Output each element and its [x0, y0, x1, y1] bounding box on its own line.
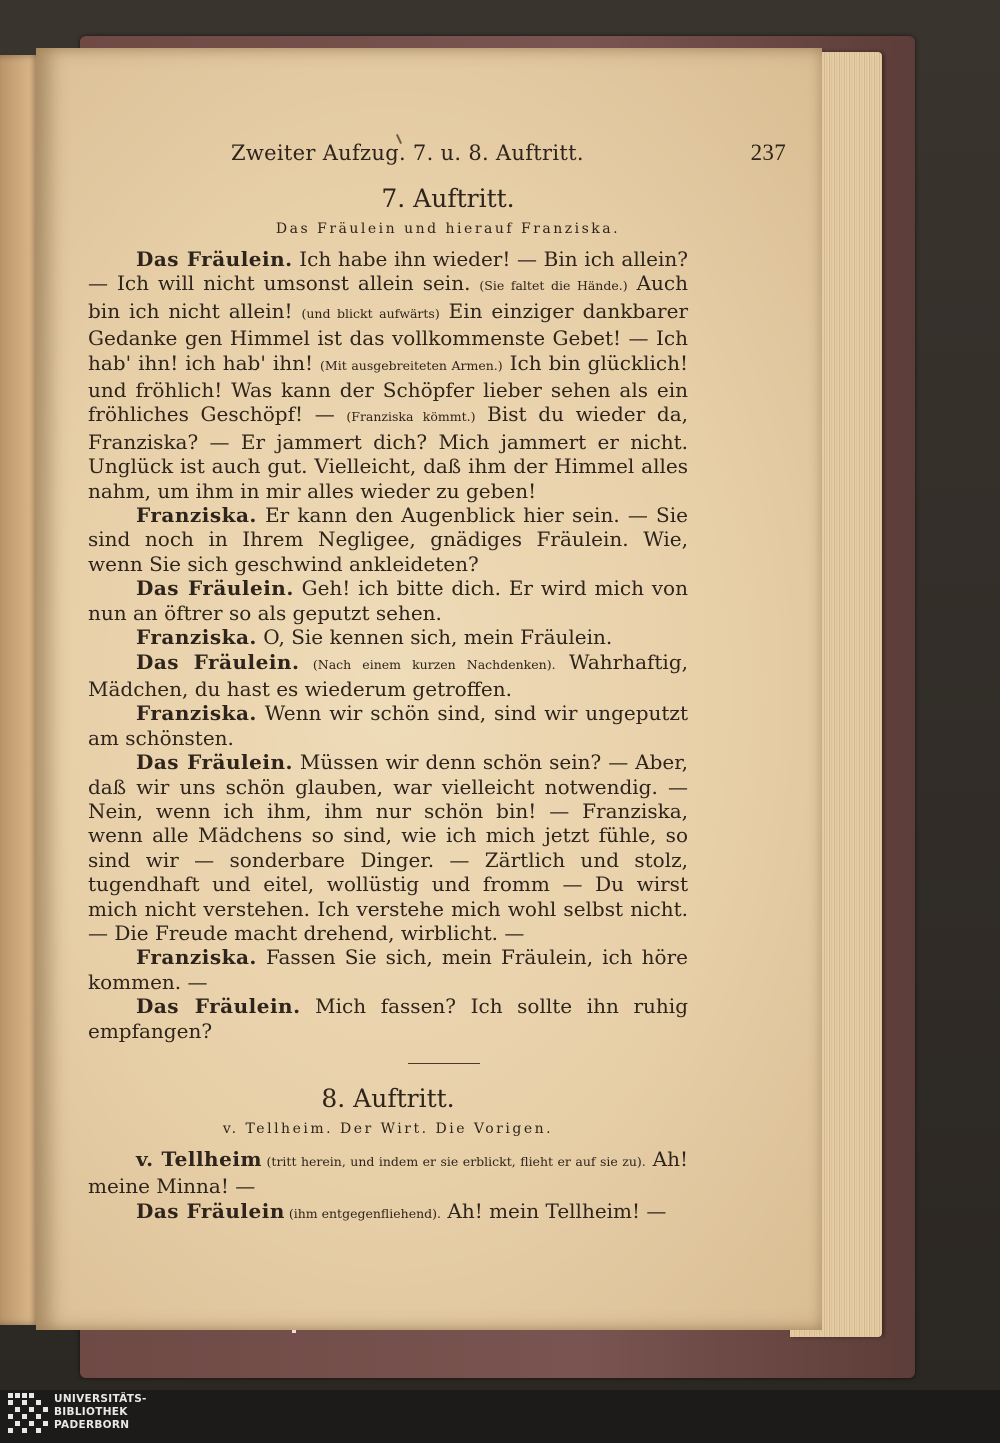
- stage-direction: (ihm entgegenfliehend).: [284, 1205, 442, 1221]
- paragraph: [88, 701, 688, 750]
- speech: Er kann den Augenblick hier sein. — Sie sind noch in Ihrem Negligee, gnädiges Fräulein. Wie, wenn Sie sich geschwind ankleideten?: [88, 503, 688, 576]
- library-line: UNIVERSITÄTS-: [54, 1393, 147, 1405]
- paragraph: [88, 503, 688, 576]
- paragraph: [88, 994, 688, 1043]
- paragraph: [88, 1199, 688, 1226]
- speaker-name: Franziska.: [136, 503, 257, 528]
- speaker-name: v. Tellheim: [136, 1147, 263, 1171]
- stage-direction: (Mit ausgebreiteten Armen.): [320, 357, 503, 373]
- page-text: [88, 140, 786, 1226]
- speech: Bist du wieder da, Franziska? — Er jammert dich? Mich jammert er nicht. Unglück ist auch gut. Vielleicht, daß ihm der Himmel alles nahm, um ihm in mir alles wieder zu geben!: [88, 402, 688, 503]
- stage-direction: (Sie faltet die Hände.): [479, 278, 628, 294]
- footer-bar: [0, 1390, 1000, 1443]
- speaker-name: Das Fräulein.: [136, 750, 293, 775]
- speech: Müssen wir denn schön sein? — Aber, daß wir uns schön glauben, war vielleicht notwendig. — Nein, wenn ich ihm, ihm nur schön bin! — Franziska, wenn alle Mädchens so sind, wie ich mich jetzt fühle, so sind wir — sonderbare Dinger. — Zärtlich und stolz, tugendhaft und eitel, wollüstig und fromm — Du wirst mich nicht verstehen. Ich verstehe mich wohl selbst nicht. — Die Freude macht drehend, wirblicht. —: [88, 750, 688, 945]
- speaker-name: Das Fräulein.: [136, 649, 300, 674]
- scene-8-body: [88, 1147, 688, 1226]
- paragraph: [88, 625, 688, 649]
- speech: Ich habe ihn wieder! — Bin ich allein? — Ich will nicht umsonst allein sein.: [88, 247, 688, 296]
- scene-8-title: 8. Auftritt.: [321, 1084, 455, 1113]
- book-page: [36, 48, 822, 1330]
- scene-8-cast: v. Tellheim. Der Wirt. Die Vorigen.: [222, 1121, 554, 1137]
- page-number: 237: [750, 140, 786, 165]
- speech: Wahrhaftig, Mädchen, du hast es wiederum getroffen.: [88, 649, 688, 701]
- library-logo-icon: [8, 1393, 48, 1433]
- speech: Ah! mein Tellheim! —: [441, 1198, 667, 1223]
- speaker-name: Das Fräulein.: [136, 247, 293, 271]
- scene-7-cast: Das Fräulein und hierauf Franziska.: [275, 221, 621, 237]
- speaker-name: Das Fräulein.: [136, 994, 301, 1019]
- speaker-name: Franziska.: [136, 701, 257, 726]
- library-line: PADERBORN: [54, 1419, 130, 1431]
- paragraph: [88, 576, 688, 625]
- stage-direction: (Nach einem kurzen Nachdenken).: [312, 656, 556, 672]
- paragraph: [88, 750, 688, 945]
- paragraph: [88, 945, 688, 994]
- library-name: [54, 1393, 147, 1432]
- scan-artifact: [292, 1330, 296, 1333]
- library-line: BIBLIOTHEK: [54, 1406, 128, 1418]
- paragraph: [88, 247, 688, 503]
- speech: Auch bin ich nicht allein!: [88, 271, 688, 323]
- running-title: Zweiter Aufzug. 7. u. 8. Auftritt.: [231, 141, 584, 165]
- speech: Mich fassen? Ich sollte ihn ruhig empfangen?: [88, 994, 688, 1043]
- speaker-name: Das Fräulein: [136, 1198, 285, 1223]
- speaker-name: Franziska.: [136, 945, 257, 970]
- scene-7-title: 7. Auftritt.: [381, 184, 515, 213]
- section-divider: [408, 1063, 480, 1064]
- running-header: [231, 140, 786, 166]
- stage-direction: (und blickt aufwärts): [301, 305, 440, 321]
- speaker-name: Franziska.: [136, 625, 257, 650]
- speech: Geh! ich bitte dich. Er wird mich von nun an öftrer so als geputzt sehen.: [88, 576, 688, 625]
- speech: Ich bin glücklich! und fröhlich! Was kann der Schöpfer lieber sehen als ein fröhliches Geschöpf! —: [88, 350, 688, 427]
- speaker-name: Das Fräulein.: [136, 576, 294, 601]
- stage-direction: (tritt herein, und indem er sie erblickt, flieht er auf sie zu).: [262, 1154, 646, 1169]
- speech: Ein einziger dankbarer Gedanke gen Himmel ist das vollkommenste Gebet! — Ich hab' ihn! ich hab' ihn!: [88, 298, 689, 375]
- speech: Wenn wir schön sind, sind wir ungeputzt am schönsten.: [88, 701, 688, 750]
- speech: O, Sie kennen sich, mein Fräulein.: [256, 625, 613, 650]
- stage-direction: (Franziska kömmt.): [346, 409, 476, 425]
- speech: Fassen Sie sich, mein Fräulein, ich höre kommen. —: [88, 945, 688, 994]
- paragraph: [88, 650, 688, 702]
- scene-7-body: [88, 247, 688, 1043]
- paragraph: [88, 1147, 688, 1199]
- speech: Ah! meine Minna! —: [88, 1147, 688, 1199]
